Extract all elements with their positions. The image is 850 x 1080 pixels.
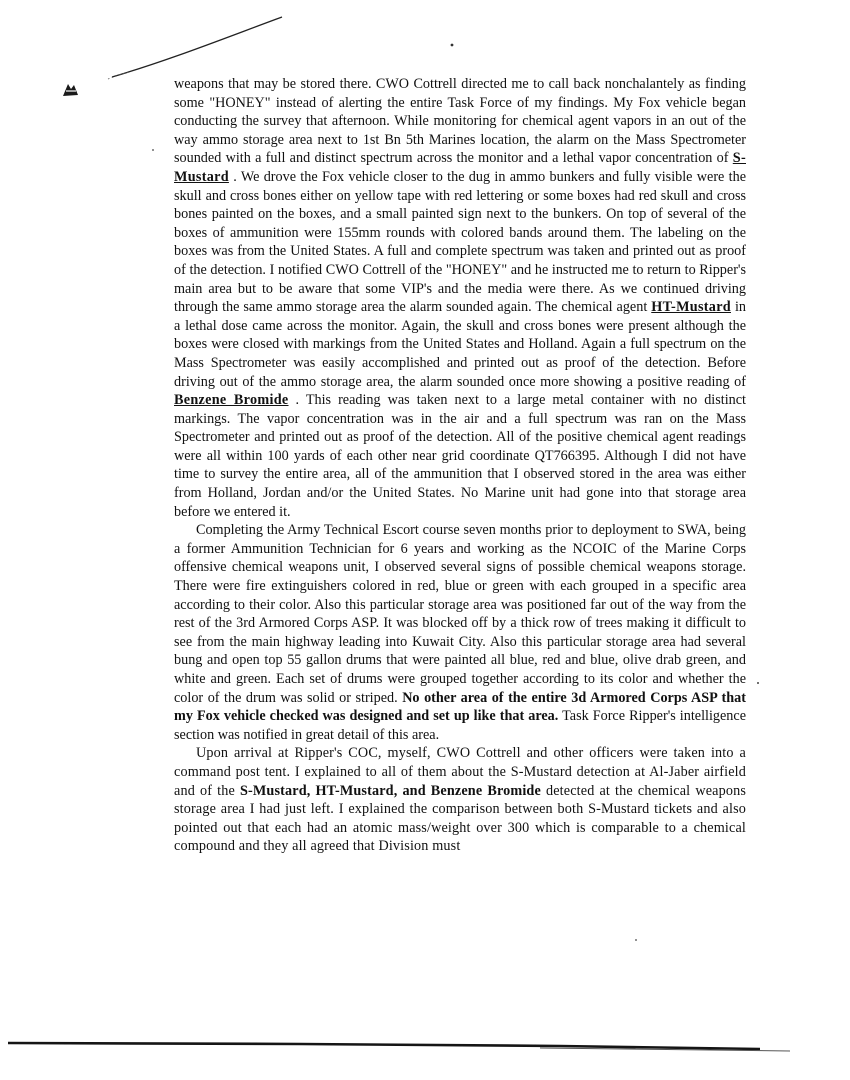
paragraph-text-segment: Completing the Army Technical Escort course seven months prior to deployment to SWA, being a former Ammunition Technician for 6 years and working as the NCOIC of the Marine Corps offensive chemical weapons unit, I observed several signs of possible chemical weapons storage. There were fire extinguishers colored in red, blue or green with each grouped in a specific area according to their color. Also this particular storage area was positioned far out of the way from the rest of the 3rd Armored Corps ASP. It was blocked off by a thick row of trees making it difficult to see from the main highway leading into Kuwait City. Also this particular storage area had several bung and open top 55 gallon drums that were painted all blue, red and blue, olive drab green, and white and green. Each set of drums were grouped together according to its color and whether the color of the drum was solid or striped. (174, 522, 746, 706)
bold-agent-list: S-Mustard, HT-Mustard, and Benzene Bromide (239, 782, 541, 799)
paragraph-text-segment: Upon arrival at Ripper's COC, myself, CWO Cottrell and other officers were taken into a command post tent. I explained to all of them about the S-Mustard detection at Al-Jaber airfield and of the (174, 745, 746, 799)
paragraph-text-segment: . We drove the Fox vehicle closer to the dug in ammo bunkers and fully visible were the skull and cross bones either on yellow tape with red lettering or some boxes had red skull and cross bones painted on the boxes, and a small painted sign next to the bunkers. On top of several of the boxes of ammunition were 155mm rounds with colored bands around them. The labeling on the boxes was from the United States. A full and complete spectrum was taken and printed out as proof of the detection. I notified CWO Cottrell of the "HONEY" and he instructed me to return to Ripper's main area but to be aware that some VIP's and the media were there. As we continued driving through the same ammo storage area the alarm sounded again. The chemical agent (174, 168, 746, 316)
paragraph-text-segment: detected at the chemical weapons storage area I had just left. I explained the comparison between both S-Mustard tickets and also pointed out that each had an atomic mass/weight over 300 which is comparable to a chemical compound and they all agreed that Division must (174, 782, 747, 855)
paragraph-coc-briefing (174, 744, 746, 856)
hole-punch-mark-icon (60, 80, 82, 100)
paragraph-text-segment: weapons that may be stored there. CWO Cottrell directed me to call back nonchalantely as finding some "HONEY" instead of alerting the entire Task Force of my findings. My Fox vehicle began conducting the survey that afternoon. While monitoring for chemical agent vapors in an out of the way ammo storage area next to 1st Bn 5th Marines location, the alarm on the Mass Spectrometer sounded with a full and distinct spectrum across the monitor and a lethal vapor concentration of (174, 76, 746, 167)
bold-statement: No other area of the entire 3d Armored Corps ASP that my Fox vehicle checked was designed and set up like that area. (174, 689, 746, 725)
agent-name-ht-mustard: HT-Mustard (651, 299, 731, 316)
agent-name-benzene-bromide: Benzene Bromide (174, 392, 289, 409)
paragraph-text-segment: in a lethal dose came across the monitor. Again, the skull and cross bones were present although the boxes were closed with markings from the United States and Holland. Again a full spectrum on the Mass Spectrometer was easily accomplished and printed out as proof of the detection. Before driving out of the ammo storage area, the alarm sounded once more showing a positive reading of (174, 299, 746, 390)
agent-name-s-mustard: S-Mustard (174, 150, 746, 185)
paragraph-text-segment: . This reading was taken next to a large metal container with no distinct markings. The vapor concentration was in the air and a full spectrum was ran on the Mass Spectrometer and printed out as proof of the detection. All of the positive chemical agent readings were all within 100 yards of each other near grid coordinate QT766395. Although I did not have time to survey the entire area, all of the ammunition that I observed stored in the area was either from Holland, Jordan and/or the United States. No Marine unit had gone into that storage area before we entered it. (174, 392, 746, 520)
paragraph-storage-signs (174, 521, 746, 744)
paragraph-detection-survey (174, 75, 746, 521)
page-bottom-edge-line (0, 1030, 850, 1080)
paragraph-text-segment: Task Force Ripper's intelligence section was notified in great detail of this area. (174, 708, 746, 743)
document-body (174, 75, 746, 856)
